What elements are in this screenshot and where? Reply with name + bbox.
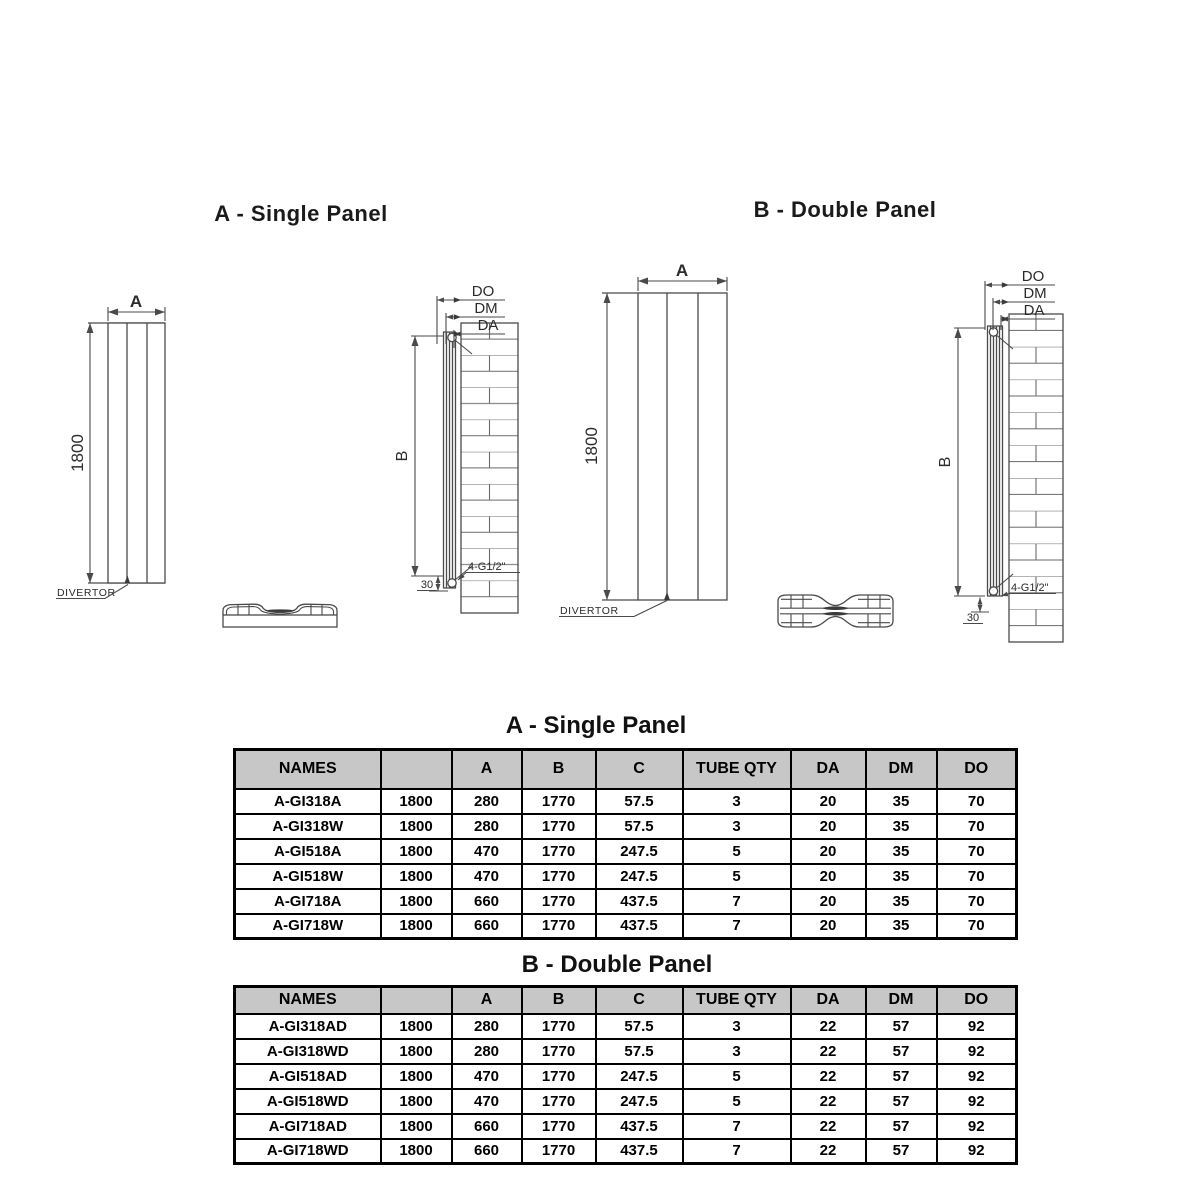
cell: 470: [452, 839, 522, 864]
cell: 1800: [381, 889, 452, 914]
table-row: [235, 1064, 1017, 1089]
cell: 1800: [381, 1064, 452, 1089]
cell: 247.5: [596, 864, 683, 889]
cell: 57.5: [596, 1014, 683, 1039]
cell: 1800: [381, 1114, 452, 1139]
cell: A-GI718W: [235, 914, 381, 939]
cell: 1770: [522, 864, 596, 889]
cell: 1770: [522, 814, 596, 839]
cell: 57.5: [596, 814, 683, 839]
double-front-view: [559, 261, 727, 617]
double-da-label: DA: [1023, 302, 1045, 319]
column-header: DO: [937, 987, 1017, 1014]
column-header: NAMES: [235, 987, 381, 1014]
column-header: [381, 750, 452, 789]
cell: 22: [791, 1089, 866, 1114]
cell: 92: [937, 1139, 1017, 1164]
single-front-height-label: 1800: [68, 434, 87, 472]
table-row: [235, 839, 1017, 864]
cell: 1770: [522, 1089, 596, 1114]
double-panel-table: [233, 985, 1018, 1165]
double-front-width-label: A: [675, 261, 689, 280]
cell: 1770: [522, 839, 596, 864]
column-header: A: [452, 750, 522, 789]
table-row: [235, 889, 1017, 914]
table-row: [235, 1089, 1017, 1114]
cell: A-GI318W: [235, 814, 381, 839]
cell: 70: [937, 814, 1017, 839]
column-header: TUBE QTY: [683, 987, 791, 1014]
cell: A-GI718A: [235, 889, 381, 914]
cell: 5: [683, 839, 791, 864]
cell: 280: [452, 789, 522, 814]
double-do-label: DO: [1021, 268, 1045, 285]
cell: A-GI518WD: [235, 1089, 381, 1114]
cell: 437.5: [596, 1139, 683, 1164]
cell: 1770: [522, 1064, 596, 1089]
column-header: DA: [791, 987, 866, 1014]
single-dm-label: DM: [474, 300, 498, 317]
cell: 92: [937, 1014, 1017, 1039]
single-offset-label: 30: [420, 579, 434, 591]
single-front-width-label: A: [129, 292, 143, 311]
double-side-view: [937, 268, 1063, 642]
cell: 57: [866, 1139, 937, 1164]
cell: 70: [937, 789, 1017, 814]
cell: 247.5: [596, 1089, 683, 1114]
cell: A-GI718AD: [235, 1114, 381, 1139]
cell: 280: [452, 814, 522, 839]
cell: 57: [866, 1114, 937, 1139]
table-row: [235, 1139, 1017, 1164]
cell: 7: [683, 1114, 791, 1139]
cell: 22: [791, 1139, 866, 1164]
cell: 1770: [522, 789, 596, 814]
cell: 20: [791, 889, 866, 914]
cell: 70: [937, 839, 1017, 864]
cell: 1800: [381, 914, 452, 939]
table-row: [235, 864, 1017, 889]
single-panel-drawing-title: A - Single Panel: [214, 201, 388, 226]
cell: 280: [452, 1039, 522, 1064]
table-row: [235, 1014, 1017, 1039]
column-header: [381, 987, 452, 1014]
double-front-height-label: 1800: [582, 427, 601, 465]
double-panel-table-title: B - Double Panel: [521, 951, 713, 978]
cell: A-GI518AD: [235, 1064, 381, 1089]
single-front-view: [56, 292, 165, 599]
cell: 22: [791, 1039, 866, 1064]
cell: 5: [683, 1089, 791, 1114]
cell: 1800: [381, 1039, 452, 1064]
cell: 35: [866, 839, 937, 864]
table-header-row: [235, 987, 1017, 1014]
single-da-label: DA: [477, 317, 499, 334]
cell: 35: [866, 889, 937, 914]
column-header: DA: [791, 750, 866, 789]
table-row: [235, 1114, 1017, 1139]
cell: 280: [452, 1014, 522, 1039]
cell: 5: [683, 1064, 791, 1089]
column-header: B: [522, 750, 596, 789]
column-header: C: [596, 750, 683, 789]
cell: 7: [683, 914, 791, 939]
cell: 22: [791, 1064, 866, 1089]
cell: 1770: [522, 1039, 596, 1064]
bottom-valve: [448, 579, 456, 587]
single-divertor-label: DIVERTOR: [57, 587, 116, 599]
cell: A-GI518W: [235, 864, 381, 889]
cell: 57.5: [596, 1039, 683, 1064]
cell: 1800: [381, 1014, 452, 1039]
cell: 20: [791, 814, 866, 839]
table-row: [235, 914, 1017, 939]
double-section-view: [778, 595, 893, 627]
cell: 92: [937, 1039, 1017, 1064]
cell: 70: [937, 914, 1017, 939]
cell: 7: [683, 1139, 791, 1164]
column-header: C: [596, 987, 683, 1014]
cell: 247.5: [596, 1064, 683, 1089]
cell: 22: [791, 1014, 866, 1039]
cell: 660: [452, 914, 522, 939]
cell: 470: [452, 1064, 522, 1089]
cell: 3: [683, 814, 791, 839]
double-depth-label: B: [937, 456, 954, 468]
cell: 1770: [522, 914, 596, 939]
cell: 92: [937, 1114, 1017, 1139]
cell: 660: [452, 889, 522, 914]
column-header: DM: [866, 750, 937, 789]
cell: A-GI318WD: [235, 1039, 381, 1064]
cell: 437.5: [596, 889, 683, 914]
cell: 57: [866, 1064, 937, 1089]
cell: 1800: [381, 839, 452, 864]
single-section-view: [223, 604, 337, 627]
cell: 1800: [381, 814, 452, 839]
cell: 20: [791, 914, 866, 939]
cell: 1800: [381, 789, 452, 814]
cell: 7: [683, 889, 791, 914]
cell: 1800: [381, 1139, 452, 1164]
cell: 437.5: [596, 914, 683, 939]
cell: 35: [866, 789, 937, 814]
cell: 20: [791, 864, 866, 889]
single-thread-label: 4-G1/2": [468, 561, 506, 573]
cell: 22: [791, 1114, 866, 1139]
single-do-label: DO: [471, 283, 495, 300]
cell: 92: [937, 1064, 1017, 1089]
cell: A-GI518A: [235, 839, 381, 864]
cell: 70: [937, 864, 1017, 889]
double-thread-label: 4-G1/2": [1011, 582, 1049, 594]
cell: A-GI318AD: [235, 1014, 381, 1039]
single-side-view: [394, 283, 520, 613]
cell: 57: [866, 1014, 937, 1039]
cell: 57: [866, 1089, 937, 1114]
cell: 470: [452, 864, 522, 889]
cell: 35: [866, 814, 937, 839]
column-header: B: [522, 987, 596, 1014]
cell: 1770: [522, 1114, 596, 1139]
table-row: [235, 789, 1017, 814]
table-row: [235, 814, 1017, 839]
cell: 660: [452, 1114, 522, 1139]
cell: 57: [866, 1039, 937, 1064]
column-header: DO: [937, 750, 1017, 789]
double-offset-label: 30: [966, 612, 980, 624]
single-panel-table-title: A - Single Panel: [505, 712, 687, 739]
cell: A-GI318A: [235, 789, 381, 814]
cell: 1770: [522, 1139, 596, 1164]
cell: 57.5: [596, 789, 683, 814]
cell: 92: [937, 1089, 1017, 1114]
cell: 1770: [522, 1014, 596, 1039]
column-header: NAMES: [235, 750, 381, 789]
bottom-valve: [989, 587, 997, 595]
cell: 35: [866, 914, 937, 939]
cell: 70: [937, 889, 1017, 914]
column-header: DM: [866, 987, 937, 1014]
cell: 20: [791, 839, 866, 864]
cell: 437.5: [596, 1114, 683, 1139]
cell: 3: [683, 789, 791, 814]
cell: 1800: [381, 864, 452, 889]
cell: 247.5: [596, 839, 683, 864]
cell: 35: [866, 864, 937, 889]
cell: 3: [683, 1039, 791, 1064]
column-header: A: [452, 987, 522, 1014]
double-divertor-label: DIVERTOR: [560, 605, 619, 617]
cell: 470: [452, 1089, 522, 1114]
double-panel-drawing-title: B - Double Panel: [753, 197, 937, 222]
cell: 660: [452, 1139, 522, 1164]
double-dm-label: DM: [1023, 285, 1047, 302]
single-panel-table: [233, 748, 1018, 940]
cell: 20: [791, 789, 866, 814]
cell: 1800: [381, 1089, 452, 1114]
cell: 5: [683, 864, 791, 889]
table-header-row: [235, 750, 1017, 789]
single-depth-label: B: [394, 450, 411, 462]
column-header: TUBE QTY: [683, 750, 791, 789]
cell: 3: [683, 1014, 791, 1039]
cell: 1770: [522, 889, 596, 914]
table-row: [235, 1039, 1017, 1064]
cell: A-GI718WD: [235, 1139, 381, 1164]
